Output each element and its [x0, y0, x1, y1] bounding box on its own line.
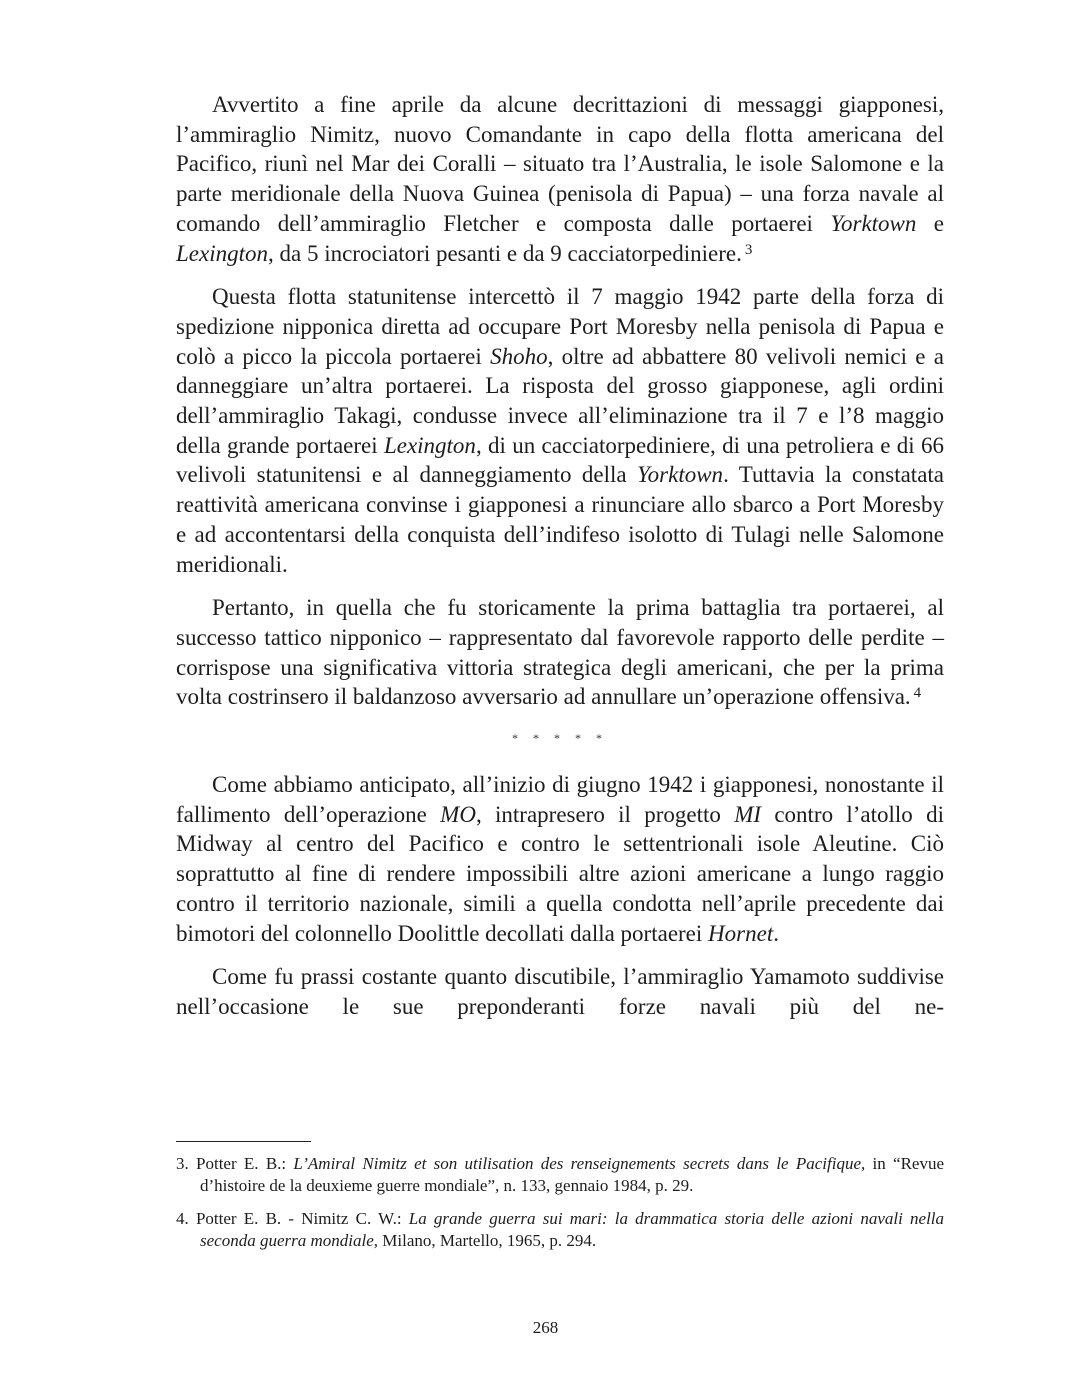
- page-number: 268: [532, 1318, 559, 1337]
- footnote-rule: [176, 1141, 311, 1142]
- page-body: [176, 90, 944, 1036]
- footnote-3: 3. Potter E. B.: L’Amiral Nimitz et son utilisation des renseignements secrets dans le Pacifique, in “Revue d’histoire de la deuxieme guerre mondiale”, n. 133, gennaio 1984, p. 29.: [176, 1154, 945, 1195]
- paragraph-4: Come abbiamo anticipato, all’inizio di giugno 1942 i giapponesi, nonostante il fallimento dell’operazione MO, intrapresero il progetto MI contro l’atollo di Midway al centro del Pacifico e contro le settentrionali isole Aleutine. Ciò soprattutto al fine di rendere impossibili altre azioni americane a lungo raggio contro il territorio nazionale, simili a quella condotta nell’aprile precedente dai bimotori del colonnello Doolittle decollati dalla portaerei Hornet.: [176, 772, 945, 946]
- paragraph-3: Pertanto, in quella che fu storicamente la prima battaglia tra portaerei, al successo tattico nipponico – rappresentato dal favorevole rapporto delle perdite – corrispose una significativa vittoria strategica degli americani, che per la prima volta costrinsero il baldanzoso avversario ad annullare un’operazione offensiva. $^4$: [176, 595, 944, 710]
- footnote-ref-3: 3: [744, 241, 753, 258]
- footnote-ref-4: 4: [913, 685, 922, 702]
- section-separator: * * * * *: [512, 731, 608, 746]
- footnote-4: 4. Potter E. B. - Nimitz C. W.: La grande guerra sui mari: la drammatica storia delle azioni navali nella seconda guerra mondiale, Milano, Martello, 1965, p. 294.: [176, 1209, 945, 1250]
- paragraph-2: Questa flotta statunitense intercettò il 7 maggio 1942 parte della forza di spedizione nipponica diretta ad occupare Port Moresby nella penisola di Papua e colò a picco la piccola portaerei Shoho, oltre ad abbattere 80 velivoli nemici e a danneggiare un’altra portaerei. La risposta del grosso giapponese, agli ordini dell’ammiraglio Takagi, condusse invece all’eliminazione tra il 7 e l’8 maggio della grande portaerei Lexington, di un cacciatorpediniere, di una petroliera e di 66 velivoli statunitensi e al danneggiamento della Yorktown. Tuttavia la constatata reattività americana convinse i giapponesi a rinunciare allo sbarco a Port Moresby e ad accontentarsi della conquista dell’indifeso isolotto di Tulagi nelle Salomone meridionali.: [176, 284, 945, 577]
- footnotes: [176, 1153, 944, 1263]
- paragraph-5: Come fu prassi costante quanto discutibile, l’ammiraglio Yamamoto suddivise nell’occasione le sue preponderanti forze navali più del ne-: [176, 964, 944, 1019]
- paragraph-1: Avvertito a fine aprile da alcune decrittazioni di messaggi giapponesi, l’ammiraglio Nimitz, nuovo Comandante in capo della flotta americana del Pacifico, riunì nel Mar dei Coralli – situato tra l’Australia, le isole Salomone e la parte meridionale della Nuova Guinea (penisola di Papua) – una forza navale al comando dell’ammiraglio Fletcher e composta dalle portaerei Yorktown e Lexington, da 5 incrociatori pesanti e da 9 cacciatorpediniere. $^3$: [176, 92, 944, 266]
